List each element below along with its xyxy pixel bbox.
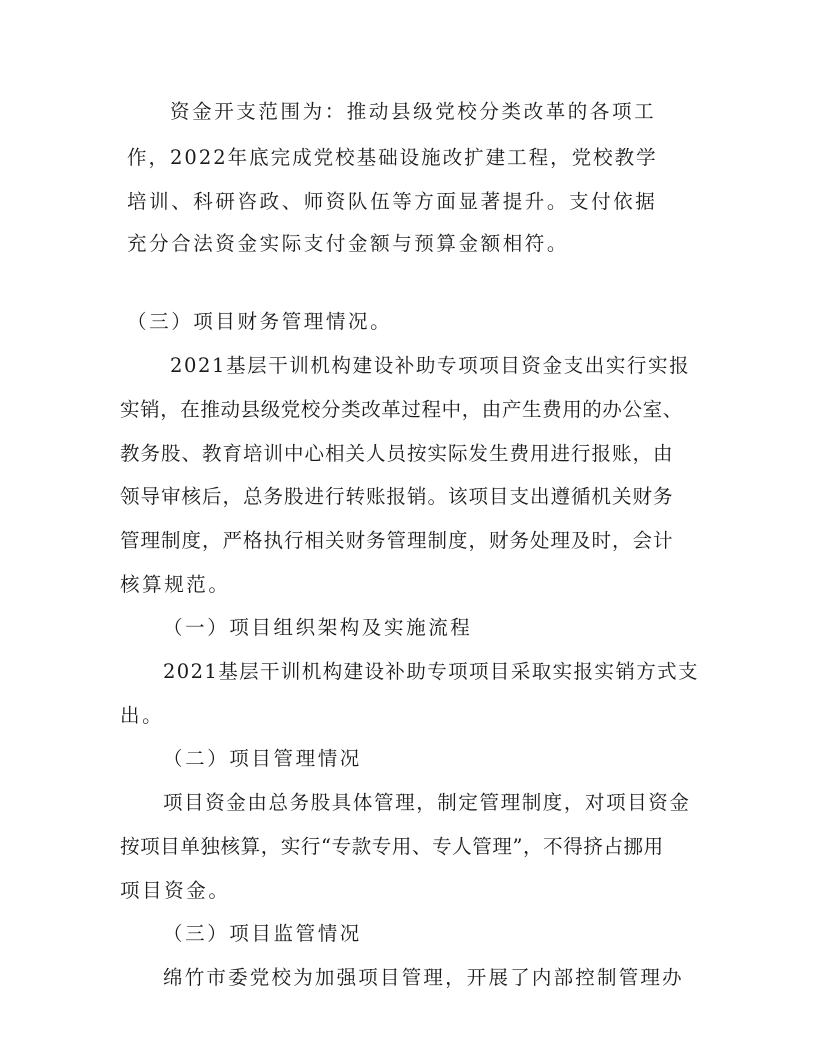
paragraph-line: 核算规范。 bbox=[120, 573, 231, 596]
paragraph-line: 培训、科研咨政、师资队伍等方面显著提升。支付依据 bbox=[127, 190, 658, 213]
paragraph-line: 项目资金由总务股具体管理，制定管理制度，对项目资金 bbox=[163, 791, 691, 814]
paragraph-line: 实销，在推动县级党校分类改革过程中，由产生费用的办公室、 bbox=[120, 398, 683, 421]
paragraph-line: 绵竹市委党校为加强项目管理，开展了内部控制管理办 bbox=[163, 966, 684, 989]
paragraph-line: 领导审核后，总务股进行转账报销。该项目支出遵循机关财务 bbox=[120, 485, 674, 508]
section-heading: （二）项目管理情况 bbox=[163, 747, 362, 770]
paragraph-line: 资金开支范围为：推动县级党校分类改革的各项工 bbox=[170, 100, 657, 123]
paragraph-line: 按项目单独核算，实行“专款专用、专人管理”，不得挤占挪用 bbox=[120, 835, 664, 858]
section-heading: （三）项目财务管理情况。 bbox=[127, 310, 393, 333]
paragraph-line: 教务股、教育培训中心相关人员按实际发生费用进行报账，由 bbox=[120, 442, 674, 465]
section-heading: （三）项目监管情况 bbox=[163, 922, 362, 945]
paragraph-line: 充分合法资金实际支付金额与预算金额相符。 bbox=[127, 232, 570, 255]
paragraph-line: 管理制度，严格执行相关财务管理制度，财务处理及时，会计 bbox=[120, 529, 674, 552]
paragraph-line: 出。 bbox=[120, 704, 165, 727]
paragraph-line: 2021基层干训机构建设补助专项项目资金支出实行实报 bbox=[170, 354, 691, 377]
paragraph-line: 作，2022年底完成党校基础设施改扩建工程，党校教学 bbox=[127, 146, 658, 169]
paragraph-line: 2021基层干训机构建设补助专项项目采取实报实销方式支 bbox=[163, 660, 699, 683]
paragraph-line: 项目资金。 bbox=[120, 879, 231, 902]
section-heading: （一）项目组织架构及实施流程 bbox=[163, 616, 473, 639]
